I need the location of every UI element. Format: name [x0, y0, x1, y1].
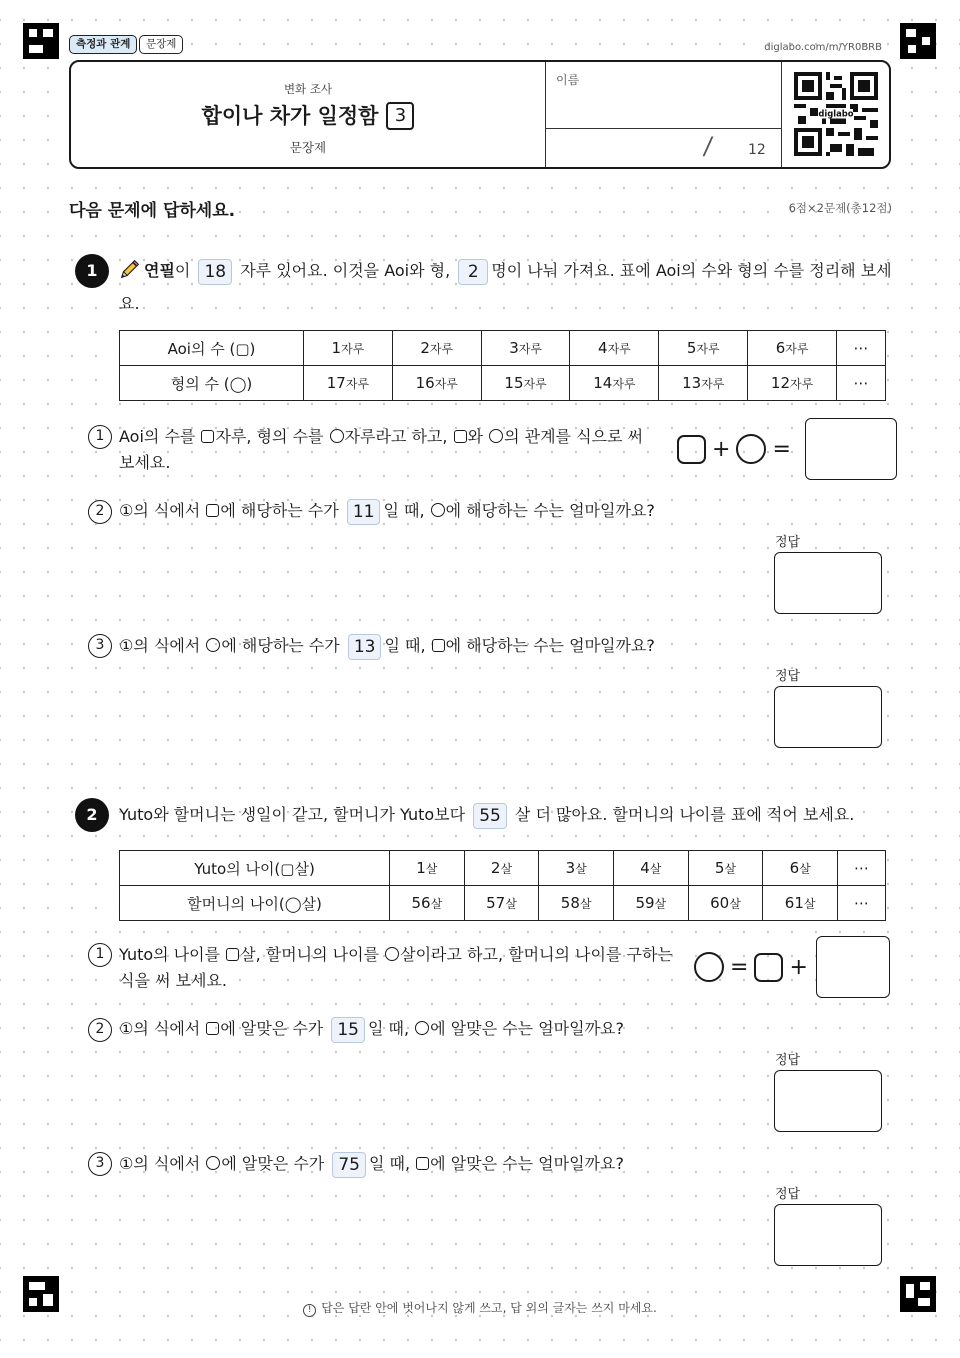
table-cell: 16자루	[392, 366, 481, 401]
table-cell: 2살	[464, 851, 539, 886]
square-symbol	[432, 639, 445, 652]
question-1-table	[119, 330, 886, 401]
circle-symbol	[694, 952, 724, 982]
table-cell: 1살	[390, 851, 465, 886]
table-cell: 4자루	[570, 331, 659, 366]
row-label-grandmother: 할머니의 나이(◯살)	[120, 886, 390, 921]
q1-sub2-text: ①의 식에서 에 해당하는 수가 11 일 때, 에 해당하는 수는 얼마일까요?	[119, 498, 655, 525]
equals-sign: =	[730, 954, 749, 980]
q2-sub2-number: 2	[88, 1018, 112, 1042]
item-name: 연필	[144, 261, 175, 280]
table-row-brother	[120, 366, 886, 401]
corner-marker-top-right	[900, 23, 936, 59]
q1-sub1-text: Aoi의 수를 자루, 형의 수를 자루라고 하고, 와 의 관계를 식으로 써 보세요.	[119, 427, 643, 472]
row-label-aoi: Aoi의 수 (▢)	[120, 331, 304, 366]
question-1-text-line2: 요.	[119, 294, 140, 313]
q2-sub3-answer-box[interactable]	[774, 1204, 882, 1266]
table-row-grandmother	[120, 886, 886, 921]
qr-area	[781, 62, 891, 167]
question-2-text: Yuto와 할머니는 생일이 같고, 할머니가 Yuto보다 55 살 더 많아요. 할머니의 나이를 표에 적어 보세요.	[119, 799, 854, 831]
q1-text-part1: 이	[174, 261, 191, 280]
row-label-brother: 형의 수 (◯)	[120, 366, 304, 401]
square-symbol	[754, 953, 783, 982]
q2-sub1-text: Yuto의 나이를 살, 할머니의 나이를 살이라고 하고, 할머니의 나이를 구하는 식을 써 보세요.	[119, 945, 673, 990]
table-cell: 4살	[613, 851, 688, 886]
square-symbol	[201, 430, 214, 443]
category-tag: 측정과 관계	[69, 35, 137, 54]
table-cell: 15자루	[481, 366, 570, 401]
table-ellipsis: ⋯	[838, 851, 886, 886]
name-field[interactable]	[545, 62, 781, 129]
table-cell: 61살	[763, 886, 838, 921]
worksheet-type: 문장제	[289, 140, 327, 155]
qr-code-icon	[794, 72, 878, 156]
circle-symbol	[431, 503, 445, 517]
row-label-yuto: Yuto의 나이(▢살)	[120, 851, 390, 886]
table-cell: 2자루	[392, 331, 481, 366]
answer-label: 정답	[775, 535, 801, 550]
question-2-number: 2	[75, 798, 109, 832]
q1-sub3-number: 3	[88, 634, 112, 658]
question-1-number: 1	[75, 254, 109, 288]
header-title-area	[71, 62, 545, 167]
corner-marker-top-left	[23, 23, 59, 59]
q1-sub2-answer-box[interactable]	[774, 552, 882, 614]
plus-sign: +	[712, 436, 731, 462]
q2-sub3-value: 75	[332, 1152, 366, 1178]
age-difference-value: 55	[473, 803, 507, 829]
table-ellipsis: ⋯	[838, 886, 886, 921]
exclamation-circle-icon: !	[303, 1304, 316, 1317]
answer-label: 정답	[775, 1187, 801, 1202]
table-ellipsis: ⋯	[837, 331, 886, 366]
worksheet-url[interactable]: diglabo.com/m/YR0BRB	[764, 42, 882, 53]
circle-symbol	[330, 429, 344, 443]
square-symbol	[206, 1022, 219, 1035]
worksheet-title	[71, 100, 545, 130]
instruction-text: 다음 문제에 답하세요.	[69, 201, 236, 221]
q1-sub2-value: 11	[347, 499, 381, 525]
title-text: 합이나 차가 일정함	[201, 104, 379, 128]
table-cell: 1자루	[304, 331, 393, 366]
q1-formula-answer-box[interactable]	[805, 418, 897, 480]
points-info: 6점×2문제(총12점)	[788, 201, 892, 215]
q1-text-part2: 자루 있어요. 이것을 Aoi와 형,	[240, 261, 451, 280]
score-slash: /	[702, 132, 715, 160]
table-cell: 60살	[688, 886, 763, 921]
score-total: 12	[748, 142, 766, 158]
q2-sub2-answer-box[interactable]	[774, 1070, 882, 1132]
square-symbol	[206, 504, 219, 517]
circle-symbol	[385, 947, 399, 961]
table-cell: 56살	[390, 886, 465, 921]
table-cell: 14자루	[570, 366, 659, 401]
q2-sub3-text: ①의 식에서 에 알맞은 수가 75 일 때, 에 알맞은 수는 얼마일까요?	[119, 1151, 624, 1178]
q1-sub1-number: 1	[88, 425, 112, 449]
answer-label: 정답	[775, 1053, 801, 1068]
circle-symbol	[206, 638, 220, 652]
footer-note	[0, 1299, 960, 1317]
type-tag: 문장제	[139, 35, 183, 54]
square-symbol	[226, 948, 239, 961]
q2-sub1-number: 1	[88, 943, 112, 967]
table-cell: 5살	[688, 851, 763, 886]
q2-formula	[694, 936, 890, 998]
q2-sub2-value: 15	[331, 1017, 365, 1043]
square-symbol	[416, 1157, 429, 1170]
circle-symbol	[206, 1156, 220, 1170]
worksheet-header	[69, 60, 891, 169]
q1-sub3-value: 13	[348, 634, 382, 660]
table-cell: 6자루	[748, 331, 837, 366]
name-label: 이름	[556, 73, 580, 87]
equals-sign: =	[772, 436, 791, 462]
q1-formula	[677, 418, 897, 480]
table-cell: 59살	[613, 886, 688, 921]
title-number: 3	[386, 102, 414, 130]
people-count-value: 2	[458, 259, 488, 285]
table-cell: 12자루	[748, 366, 837, 401]
table-cell: 6살	[763, 851, 838, 886]
table-cell: 3자루	[481, 331, 570, 366]
question-1-text	[119, 255, 892, 287]
plus-sign: +	[789, 954, 808, 980]
table-cell: 3살	[539, 851, 614, 886]
total-pencils-value: 18	[198, 259, 232, 285]
table-row-yuto	[120, 851, 886, 886]
q1-text-part3: 명이 나눠 가져요. 표에 Aoi의 수와 형의 수를 정리해 보세	[491, 261, 892, 280]
pencil-icon	[119, 258, 141, 280]
table-row-aoi	[120, 331, 886, 366]
table-ellipsis: ⋯	[837, 366, 886, 401]
table-cell: 5자루	[659, 331, 748, 366]
q2-sub2-text: ①의 식에서 에 알맞은 수가 15 일 때, 에 알맞은 수는 얼마일까요?	[119, 1016, 624, 1043]
score-field[interactable]	[545, 129, 781, 169]
q2-formula-answer-box[interactable]	[816, 936, 890, 998]
table-cell: 57살	[464, 886, 539, 921]
table-cell: 17자루	[304, 366, 393, 401]
table-cell: 58살	[539, 886, 614, 921]
footer-text: 답은 답란 안에 벗어나지 않게 쓰고, 답 외의 글자는 쓰지 마세요.	[321, 1301, 657, 1315]
q1-sub2-number: 2	[88, 500, 112, 524]
answer-label: 정답	[775, 669, 801, 684]
square-symbol	[677, 435, 706, 464]
circle-symbol	[415, 1021, 429, 1035]
qr-logo-text: diglabo	[818, 108, 854, 119]
q1-sub3-answer-box[interactable]	[774, 686, 882, 748]
circle-symbol	[736, 434, 766, 464]
circle-symbol	[489, 429, 503, 443]
table-cell: 13자루	[659, 366, 748, 401]
q1-sub3-text: ①의 식에서 에 해당하는 수가 13 일 때, 에 해당하는 수는 얼마일까요?	[119, 633, 655, 660]
q2-sub3-number: 3	[88, 1152, 112, 1176]
unit-subtitle: 변화 조사	[283, 82, 333, 96]
square-symbol	[454, 430, 467, 443]
question-2-table	[119, 850, 886, 921]
